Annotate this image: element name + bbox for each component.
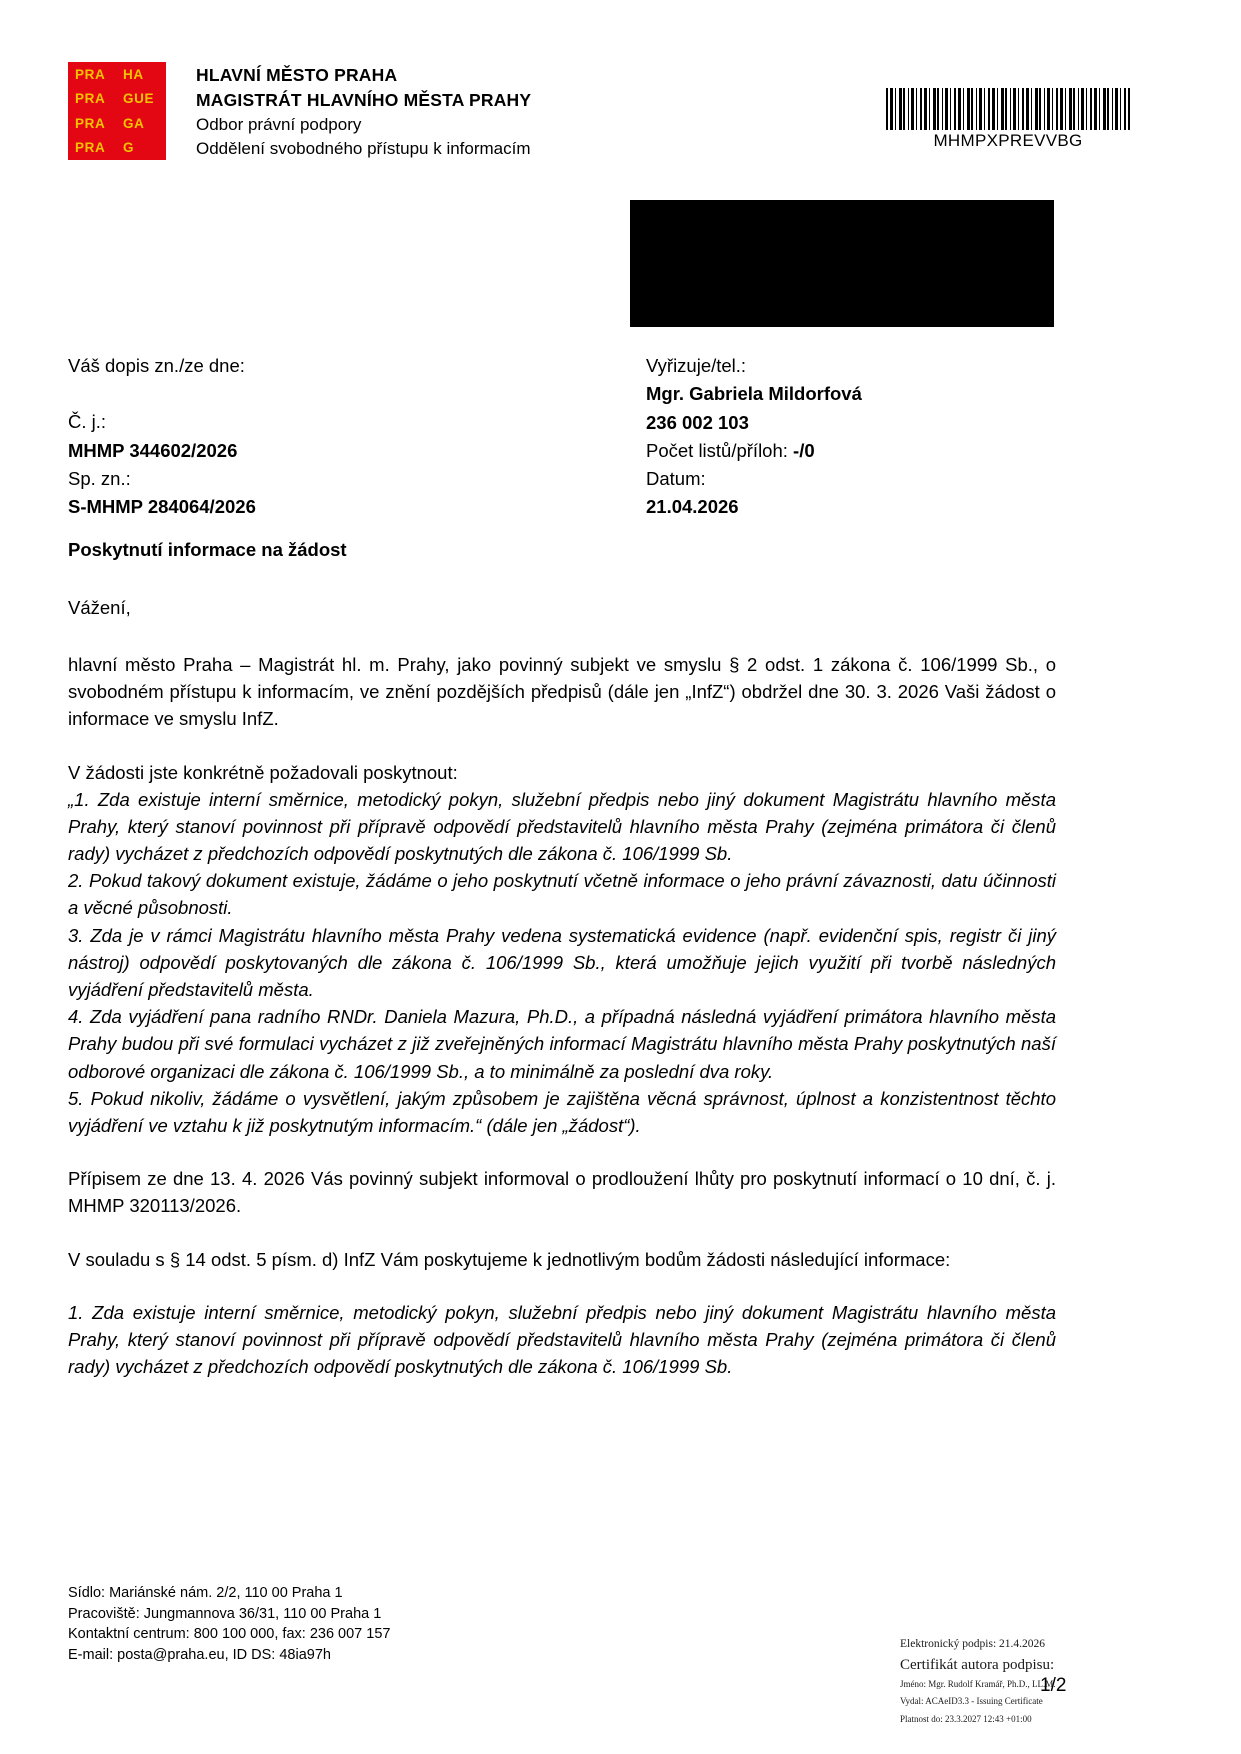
logo-cell-2: HA [123, 66, 144, 82]
signature-date-line: Elektronický podpis: 21.4.2026 [900, 1638, 1046, 1650]
request-item-2: 2. Pokud takový dokument existuje, žádáme o jeho poskytnutí včetně informace o jeho právní závaznosti, datu účinnosti a věcné působnosti. [68, 870, 1056, 919]
logo-cell-1: PRA [75, 66, 106, 82]
footer-seat-address: Sídlo: Mariánské nám. 2/2, 110 00 Praha 1 [68, 1585, 343, 1601]
case-number-value: MHMP 344602/2026 [68, 439, 238, 461]
letter-body [68, 536, 1056, 1380]
file-number-value: S-MHMP 284064/2026 [68, 496, 256, 518]
letterhead [68, 62, 531, 162]
logo-cell-8: G [123, 140, 135, 155]
request-lead-in: V žádosti jste konkrétně požadovali poskytnout: [68, 761, 458, 783]
city-name: HLAVNÍ MĚSTO PRAHA [196, 65, 398, 85]
intro-paragraph: hlavní město Praha – Magistrát hl. m. Prahy, jako povinný subjekt ve smyslu § 2 odst. 1 zákona č. 106/1999 Sb., o svobodném přístupu k informacím, ve znění pozdějších předpisů (dále jen „InfZ“) obdržel dne 30. 3. 2026 Vaši žádost o informace ve smyslu InfZ. [68, 653, 1056, 730]
sheets-value: -/0 [793, 439, 815, 461]
footer-email-databox: E-mail: posta@praha.eu, ID DS: 48ia97h [68, 1646, 331, 1663]
date-value: 21.04.2026 [646, 496, 739, 518]
document-barcode [886, 88, 1130, 151]
handler-phone: 236 002 103 [646, 411, 749, 433]
your-reference-label: Váš dopis zn./ze dne: [68, 355, 245, 376]
redacted-recipient-block [630, 200, 1054, 327]
logo-cell-6: GA [123, 115, 145, 131]
organisation-block [196, 62, 531, 162]
sheets-label: Počet listů/příloh: [646, 439, 788, 461]
prague-logo [68, 62, 166, 160]
extension-paragraph: Přípisem ze dne 13. 4. 2026 Vás povinný subjekt informoval o prodloužení lhůty pro poskytnutí informací o 10 dní, č. j. MHMP 320113/2026. [68, 1168, 1056, 1217]
authority-name: MAGISTRÁT HLAVNÍHO MĚSTA PRAHY [196, 89, 532, 110]
department-name: Odbor právní podpory [196, 114, 362, 134]
letter-subject: Poskytnutí informace na žádost [68, 539, 347, 560]
case-number-label: Č. j.: [68, 411, 107, 433]
footer-office-address: Pracoviště: Jungmannova 36/31, 110 00 Praha 1 [68, 1605, 382, 1622]
unit-name: Oddělení svobodného přístupu k informacím [196, 139, 531, 159]
logo-cell-3: PRA [75, 91, 106, 106]
signature-validity: Platnost do: 23.3.2027 12:43 +01:00 [900, 1713, 1032, 1724]
compliance-paragraph: V souladu s § 14 odst. 5 písm. d) InfZ Vám poskytujeme k jednotlivým bodům žádosti následující informace: [68, 1248, 951, 1270]
signature-certificate-heading: Certifikát autora podpisu: [900, 1656, 1055, 1673]
page-number: 1/2 [1040, 1675, 1067, 1696]
request-item-4: 4. Zda vyjádření pana radního RNDr. Daniela Mazura, Ph.D., a případná následná vyjádření primátora hlavního města Prahy budou při své formulaci vycházet z již zveřejněných informací Magistrátu hlavního města Prahy poskytnutých naší odborové organizaci dle zákona č. 106/1999 Sb., a to minimálně za poslední dva roky. [68, 1006, 1056, 1082]
logo-cell-5: PRA [75, 115, 106, 131]
handler-label: Vyřizuje/tel.: [646, 355, 747, 376]
logo-cell-7: PRA [75, 140, 106, 155]
date-label: Datum: [646, 468, 706, 490]
signature-issuer: Vydal: ACAeID3.3 - Issuing Certificate [900, 1696, 1043, 1707]
handler-name: Mgr. Gabriela Mildorfová [646, 383, 862, 405]
logo-cell-4: GUE [123, 91, 155, 106]
file-number-label: Sp. zn.: [68, 467, 131, 489]
signature-holder-name: Jméno: Mgr. Rudolf Kramář, Ph.D., LL.M. [900, 1679, 1056, 1690]
barcode-code-text: MHMPXPREVVBG [933, 131, 1083, 150]
barcode-bars-icon [886, 88, 1130, 130]
reference-column-left [68, 352, 588, 521]
request-item-5: 5. Pokud nikoliv, žádáme o vysvětlení, jakým způsobem je zajištěna věcná správnost, úplnost a konzistentnost těchto vyjádření ve vztahu k již poskytnutým informacím.“ (dále jen „žádost“). [68, 1087, 1056, 1136]
answer-heading-1: 1. Zda existuje interní směrnice, metodický pokyn, služební předpis nebo jiný dokument Magistrátu hlavního města Prahy, který stanoví povinnost při přípravě odpovědí představitelů hlavního města Prahy (zejména primátora či členů rady) vycházet z předchozích odpovědí poskytnutých dle zákona č. 106/1999 Sb. [68, 1301, 1056, 1378]
electronic-signature-panel [900, 1636, 1190, 1728]
sheets-count [646, 437, 1126, 465]
reference-column-right [646, 352, 1126, 522]
request-item-3: 3. Zda je v rámci Magistrátu hlavního města Prahy vedena systematická evidence (např. evidenční spis, registr či jiný nástroj) odpovědí poskytovaných dle zákona č. 106/1999 Sb., která umožňuje jejich využití při tvorbě následných vyjádření představitelů města. [68, 924, 1056, 1000]
request-item-1: „1. Zda existuje interní směrnice, metodický pokyn, služební předpis nebo jiný dokument Magistrátu hlavního města Prahy, který stanoví povinnost při přípravě odpovědí představitelů hlavního města Prahy (zejména primátora či členů rady) vycházet z předchozích odpovědí poskytnutých dle zákona č. 106/1999 Sb. [68, 788, 1056, 865]
page-footer [68, 1583, 668, 1665]
footer-contact-centre: Kontaktní centrum: 800 100 000, fax: 236 007 157 [68, 1626, 391, 1643]
salutation: Vážení, [68, 596, 131, 618]
